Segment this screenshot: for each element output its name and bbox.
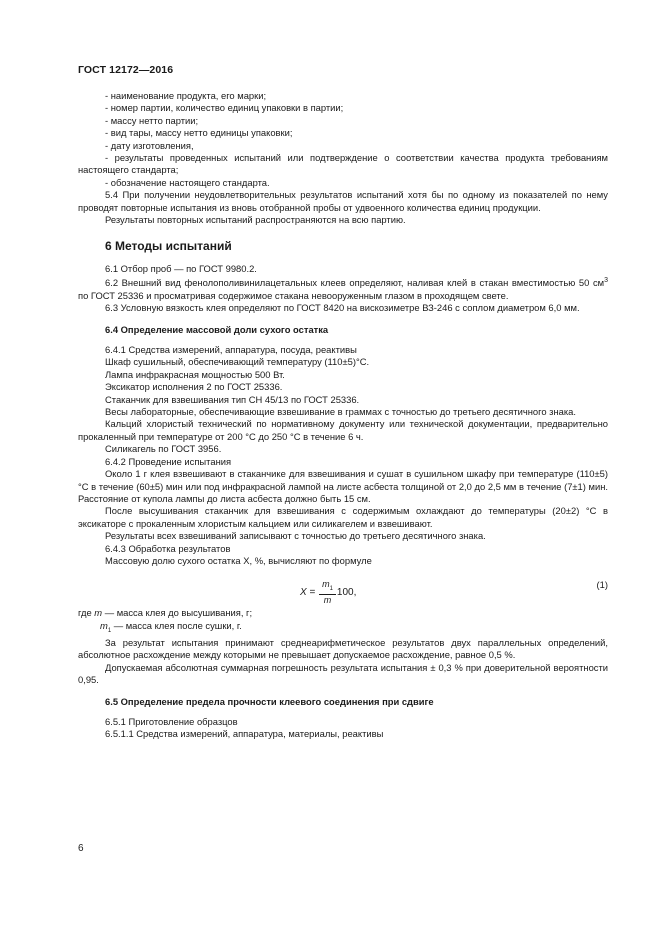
paragraph-error: Допускаемая абсолютная суммарная погрешность результата испытания ± 0,3 % при доверительной вероятности 0,95. [78, 661, 608, 686]
paragraph-6-4-3-formula-intro: Массовую долю сухого остатка X, %, вычисляют по формуле [105, 554, 372, 566]
paragraph-6-4-3: 6.4.3 Обработка результатов [105, 542, 231, 554]
list-item: - результаты проведенных испытаний или подтверждение о соответствии качества продукта требованиям настоящего стандарта; [78, 152, 608, 176]
list-item: Стаканчик для взвешивания тип СН 45/13 по ГОСТ 25336. [105, 393, 360, 405]
paragraph-6-4-2-cooling: После высушивания стаканчик для взвешивания с содержимым охлаждают до температуры (20±2) °С в эксикаторе с прокаленным хлористым кальцием или силикагелем и взвешивают. [78, 505, 608, 529]
list-item: Эксикатор исполнения 2 по ГОСТ 25336. [105, 381, 283, 393]
page-number: 6 [78, 843, 84, 854]
paragraph-6-2 [78, 275, 608, 302]
paragraph-6-5-1-1: 6.5.1.1 Средства измерений, аппаратура, материалы, реактивы [105, 728, 384, 740]
formula-factor: 100, [336, 587, 357, 599]
section-6-4-title: 6.4 Определение массовой доли сухого остатка [105, 323, 329, 335]
formula-denominator: m [323, 595, 332, 606]
paragraph-scales: Весы лабораторные, обеспечивающие взвешивание в граммах с точностью до третьего десятичного знака. [105, 406, 576, 418]
list-item: - массу нетто партии; [105, 114, 199, 126]
list-item: - вид тары, массу нетто единицы упаковки; [105, 127, 293, 139]
paragraph-5-4: 5.4 При получении неудовлетворительных результатов испытаний хотя бы по одному из показателей по нему проводят повторные испытания из вновь отобранной пробы от удвоенного количества единиц продукции. [78, 189, 608, 213]
formula-numerator [319, 579, 336, 595]
formula-num-var: m [322, 579, 330, 590]
legend-var-m: m [94, 607, 103, 619]
formula-equals: = [309, 587, 316, 599]
paragraph-6-4-2-records: Результаты всех взвешиваний записывают с точностью до третьего десятичного знака. [105, 530, 486, 542]
paragraph-silica-gel: Силикагель по ГОСТ 3956. [105, 443, 222, 455]
legend-text-2: — масса клея после сушки, г. [111, 619, 242, 631]
paragraph-5-4-result: Результаты повторных испытаний распространяются на всю партию. [105, 214, 406, 226]
legend-text-1: — масса клея до высушивания, г; [102, 607, 253, 619]
paragraph-calcium-chloride: Кальций хлористый технический по нормативному документу или технической документации, предварительно прокаленный при температуре от 200 °С до 250 °С в течение 6 ч. [78, 418, 608, 442]
list-item: Лампа инфракрасная мощностью 500 Вт. [105, 368, 285, 380]
paragraph-6-2-text-a: 6.2 Внешний вид фенолополивинилацетальных клеев определяют, наливая клей в стакан вместимостью 50 см [105, 277, 605, 289]
legend-var-m1: m [100, 619, 108, 631]
superscript-cube: 3 [604, 277, 608, 285]
formula-fraction [319, 579, 336, 606]
list-item: - наименование продукта, его марки; [105, 90, 267, 101]
formula-legend-2 [100, 620, 608, 637]
paragraph-6-4-2-procedure: Около 1 г клея взвешивают в стаканчике для взвешивания и сушат в сушильном шкафу при температуре (110±5)°С в течение (60±5) мин или под инфракрасной лампой на листе асбеста толщиной от 2,0 до 2,5 мм в течение (7±1) мин. Расстояние от купола лампы до листа асбеста должно быть 15 см. [78, 468, 608, 504]
paragraph-result: За результат испытания принимают среднеарифметическое результатов двух параллельных определений, абсолютное расхождение между которыми не превышает допускаемое расхождение, равное 0,5 %. [78, 637, 608, 661]
legend-sub-1: 1 [107, 627, 112, 634]
section-6-title: 6 Методы испытаний [105, 239, 232, 254]
formula-legend-1 [78, 607, 608, 619]
formula-num-sub: 1 [329, 586, 333, 593]
legend-prefix: где [78, 607, 95, 619]
list-item: Шкаф сушильный, обеспечивающий температуру (110±5)°С. [105, 356, 370, 368]
list-item: - номер партии, количество единиц упаковки в партии; [105, 102, 344, 114]
paragraph-6-4-2: 6.4.2 Проведение испытания [105, 455, 232, 467]
formula-number: (1) [596, 579, 608, 591]
formula-block [78, 571, 608, 607]
document-body [78, 90, 608, 741]
formula-lhs: X [300, 587, 307, 599]
paragraph-6-1: 6.1 Отбор проб — по ГОСТ 9980.2. [105, 262, 257, 274]
list-item: - дату изготовления, [105, 139, 194, 151]
standard-header: ГОСТ 12172—2016 [78, 64, 174, 76]
list-item: 6.4.1 Средства измерений, аппаратура, посуда, реактивы [105, 344, 357, 356]
formula-expression [300, 579, 356, 606]
list-item: - обозначение настоящего стандарта. [105, 176, 270, 188]
paragraph-6-5-1: 6.5.1 Приготовление образцов [105, 716, 238, 728]
paragraph-6-3: 6.3 Условную вязкость клея определяют по ГОСТ 8420 на вискозиметре ВЗ-246 с соплом диаметром 6,0 мм. [105, 302, 580, 314]
paragraph-6-2-text-b: по ГОСТ 25336 и просматривая содержимое стакана невооруженным глазом в проходящем свете. [78, 289, 509, 301]
section-6-5-title: 6.5 Определение предела прочности клеевого соединения при сдвиге [105, 695, 434, 707]
